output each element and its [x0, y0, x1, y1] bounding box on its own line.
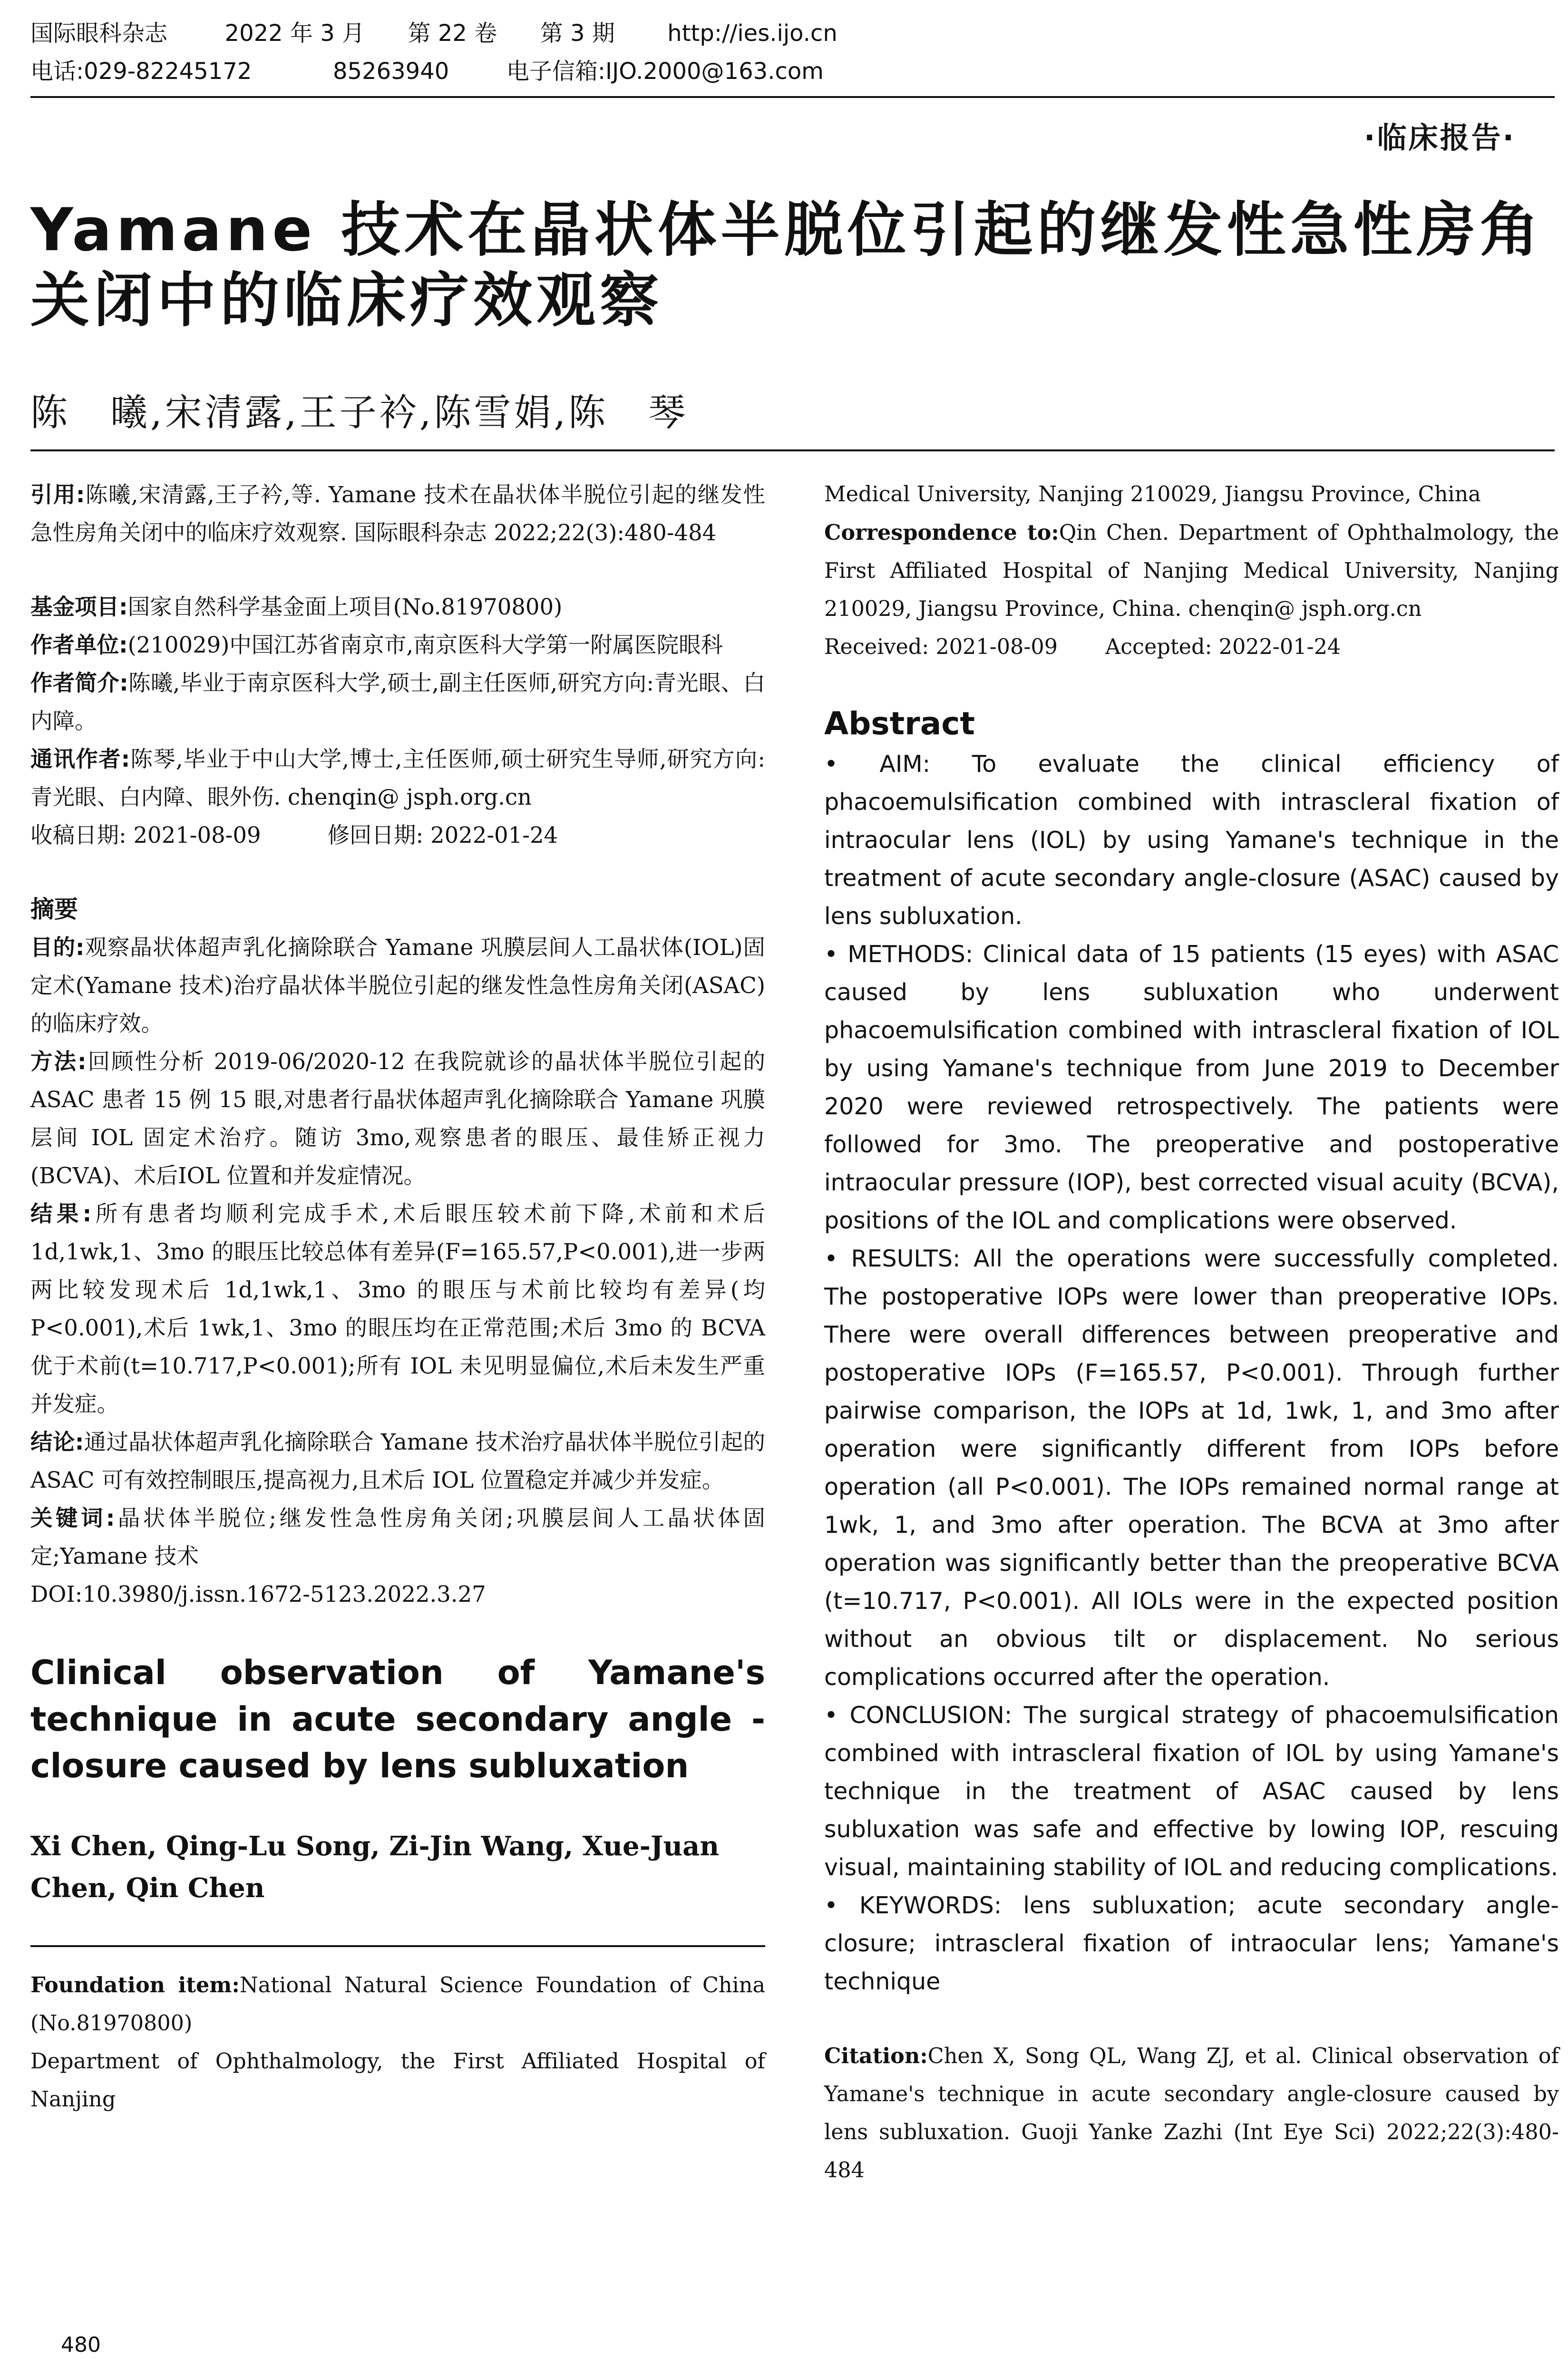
author-affiliation: 作者单位:(210029)中国江苏省南京市,南京医科大学第一附属医院眼科 — [30, 632, 723, 658]
abstract-cn-conclusion: 结论:通过晶状体超声乳化摘除联合 Yamane 技术治疗晶状体半脱位引起的 ASAC 可有效控制眼压,提高视力,且术后 IOL 位置稳定并减少并发症。 — [30, 1429, 765, 1493]
abstract-cn-heading: 摘要 — [30, 896, 78, 923]
running-header-line-1 — [30, 19, 838, 48]
volume: 第 22 卷 — [408, 20, 497, 47]
foundation-item: Foundation item:National Natural Science Foundation of China (No.81970800) — [30, 1973, 765, 2036]
english-title: Clinical observation of Yamane's technique in acute secondary angle - closure caused by lens subluxation — [30, 1653, 765, 1785]
article-title: Yamane 技术在晶状体半脱位引起的继发性急性房角关闭中的临床疗效观察 — [30, 196, 1543, 335]
author-bio: 作者简介:陈曦,毕业于南京医科大学,硕士,副主任医师,研究方向:青光眼、白内障。 — [30, 670, 765, 734]
fund-item: 基金项目:国家自然科学基金面上项目(No.81970800) — [30, 594, 563, 620]
correspondence: Correspondence to:Qin Chen. Department of Ophthalmology, the First Affiliated Hospital of Nanjing Medical University, Nanjing 210029, Jiangsu Province, China. chenqin@ jsph.org.cn — [824, 520, 1559, 621]
abstract-en-results: • RESULTS: All the operations were successfully completed. The postoperative IOPs were lower than preoperative IOPs. There were overall differences between preoperative and postoperative IOPs (F=165.57, P<0.001). Through further pairwise comparison, the IOPs at 1d, 1wk, 1, and 3mo after operation were significantly different from IOPs before operation (all P<0.001). The IOPs remained normal range at 1wk, 1, and 3mo after operation. The BCVA at 3mo after operation was significantly better than the preoperative BCVA (t=10.717, P<0.001). All IOLs were in the expected position without an obvious tilt or displacement. No serious complications occurred after the operation. — [824, 1245, 1559, 1691]
department-affiliation: Department of Ophthalmology, the First Affiliated Hospital of Nanjing — [30, 2049, 765, 2112]
author-list: 陈 曦,宋清露,王子衿,陈雪娟,陈 琴 — [30, 391, 689, 434]
received-accepted-dates: Received: 2021-08-09 Accepted: 2022-01-24 — [824, 635, 1341, 659]
left-column — [30, 476, 765, 2119]
received-revised-dates: 收稿日期: 2021-08-09 修回日期: 2022-01-24 — [30, 822, 558, 848]
issue: 第 3 期 — [540, 20, 615, 47]
phone-2: 85263940 — [332, 58, 449, 85]
section-tag: ·临床报告· — [1363, 120, 1516, 155]
abstract-en-aim: • AIM: To evaluate the clinical efficiency of phacoemulsification combined with intrascleral fixation of intraocular lens (IOL) by using Yamane's technique in the treatment of acute secondary angle-closure (ASAC) caused by lens subluxation. — [824, 750, 1559, 930]
citation-en: Citation:Chen X, Song QL, Wang ZJ, et al. Clinical observation of Yamane's technique in acute secondary angle-closure caused by lens subluxation. Guoji Yanke Zazhi (Int Eye Sci) 2022;22(3):480-484 — [824, 2044, 1559, 2182]
abstract-en-conclusion: • CONCLUSION: The surgical strategy of phacoemulsification combined with intrascleral fixation of IOL by using Yamane's technique in the treatment of ASAC caused by lens subluxation was safe and effective by lowing IOP, rescuing visual, maintaining stability of IOL and reducing complications. — [824, 1702, 1559, 1881]
email[interactable]: 电子信箱:IJO.2000@163.com — [506, 58, 824, 85]
citation-cn: 引用:陈曦,宋清露,王子衿,等. Yamane 技术在晶状体半脱位引起的继发性急性房角关闭中的临床疗效观察. 国际眼科杂志 2022;22(3):480-484 — [30, 482, 765, 546]
abstract-cn-methods: 方法:回顾性分析 2019-06/2020-12 在我院就诊的晶状体半脱位引起的 ASAC 患者 15 例 15 眼,对患者行晶状体超声乳化摘除联合 Yamane 巩膜层间 IOL 固定术治疗。随访 3mo,观察患者的眼压、最佳矫正视力(BCVA)、术后IOL 位置和并发症情况。 — [30, 1049, 765, 1188]
doi[interactable]: DOI:10.3980/j.issn.1672-5123.2022.3.27 — [30, 1581, 486, 1607]
department-affiliation-cont: Medical University, Nanjing 210029, Jiangsu Province, China — [824, 482, 1481, 507]
title-rule — [30, 449, 1555, 451]
running-header-line-2 — [30, 57, 824, 86]
abstract-cn-results: 结果:所有患者均顺利完成手术,术后眼压较术前下降,术前和术后 1d,1wk,1、3mo 的眼压比较总体有差异(F=165.57,P<0.001),进一步两两比较发现术后 1d,1wk,1、3mo 的眼压与术前比较均有差异(均 P<0.001),术后 1wk,1、3mo 的眼压均在正常范围;术后 3mo 的 BCVA 优于术前(t=10.717,P<0.001);所有 IOL 未见明显偏位,术后未发生严重并发症。 — [30, 1201, 765, 1417]
right-column — [824, 476, 1559, 2190]
page-number: 480 — [61, 2333, 101, 2357]
issue-date: 2022 年 3 月 — [224, 20, 365, 47]
journal-url[interactable]: http://ies.ijo.cn — [667, 20, 838, 47]
header-rule — [30, 96, 1555, 98]
english-authors: Xi Chen, Qing-Lu Song, Zi-Jin Wang, Xue-Juan Chen, Qin Chen — [30, 1831, 720, 1904]
phone: 电话:029-82245172 — [30, 58, 252, 85]
abstract-cn-aim: 目的:观察晶状体超声乳化摘除联合 Yamane 巩膜层间人工晶状体(IOL)固定术(Yamane 技术)治疗晶状体半脱位引起的继发性急性房角关闭(ASAC)的临床疗效。 — [30, 935, 765, 1036]
corresponding-author: 通讯作者:陈琴,毕业于中山大学,博士,主任医师,硕士研究生导师,研究方向:青光眼、白内障、眼外伤. chenqin@ jsph.org.cn — [30, 746, 765, 810]
abstract-en-heading: Abstract — [824, 705, 975, 742]
keywords-cn: 关键词:晶状体半脱位;继发性急性房角关闭;巩膜层间人工晶状体固定;Yamane 技术 — [30, 1505, 765, 1569]
keywords-en: • KEYWORDS: lens subluxation; acute secondary angle-closure; intrascleral fixation of intraocular lens; Yamane's technique — [824, 1892, 1559, 1995]
journal-name: 国际眼科杂志 — [30, 20, 168, 47]
abstract-en-methods: • METHODS: Clinical data of 15 patients (15 eyes) with ASAC caused by lens subluxation who underwent phacoemulsification combined with intrascleral fixation of IOL by using Yamane's technique from June 2019 to December 2020 were reviewed retrospectively. The patients were followed for 3mo. The preoperative and postoperative intraocular pressure (IOP), best corrected visual acuity (BCVA), positions of the IOL and complications were observed. — [824, 941, 1559, 1234]
